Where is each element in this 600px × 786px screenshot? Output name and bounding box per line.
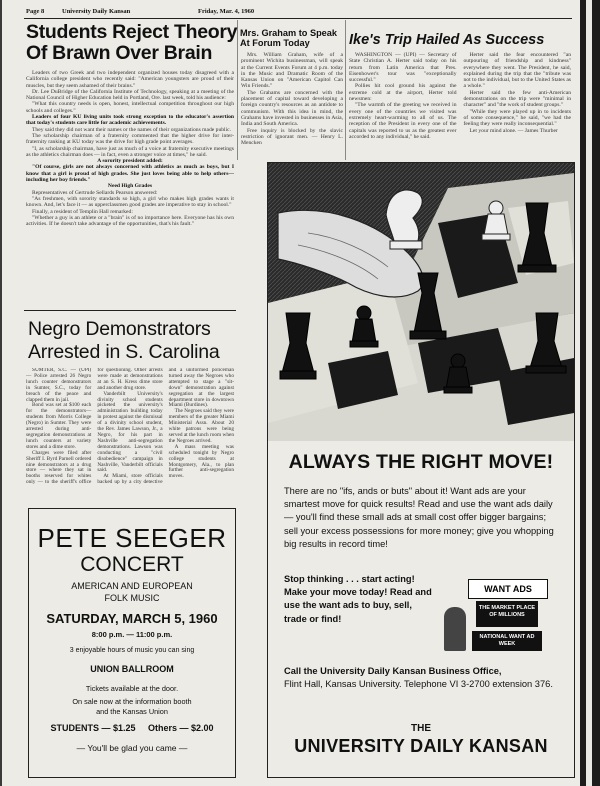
paragraph: A mass meeting was scheduled tonight by Negro college students at Montgomery, Ala., to plan further anti-segregation moves. xyxy=(168,443,234,480)
paragraph: Representatives of Gertrude Sellards Pearson answered: xyxy=(32,189,158,196)
concert-tickets: and the Kansas Union xyxy=(96,707,168,716)
headline-line: At Forum Today xyxy=(240,38,310,48)
paragraph: Herter said the few anti-American demonstrations on the trip were "minimal in character" and "the work of student groups." xyxy=(463,89,571,109)
black-rook-base xyxy=(280,371,316,379)
badge-title: WANT ADS xyxy=(468,579,548,599)
ad-callout: Stop thinking . . . start acting! Make your move today! Read and use the want ads to buy, sell, trade or find! xyxy=(284,574,432,624)
concert-date: SATURDAY, MARCH 5, 1960 xyxy=(46,611,218,626)
ad-body: There are no "ifs, ands or buts" about it! Want ads are your smartest move for quick results! Read and use the want ads daily — you'll find these small ads at small cost offer bigger bargains; sell your excess possessions for more money; give you whopping big results in record time! xyxy=(284,486,554,549)
subheading: Need High Grades xyxy=(107,183,153,190)
headline-line: Arrested in S. Carolina xyxy=(28,341,220,363)
badge-subtitle: THE MARKET PLACE OF MILLIONS xyxy=(476,601,538,627)
paragraph: Vanderbilt University's divinity school students picketed the university's administration building today in protest against the dismissal of a divinity school student, the Rev. James Lawson, Jr., a Negro, for his part in Nashville anti-segregation demonstrations. Lawson was conducting a "civil disobedience" campaign in Nashville, Vanderbilt officials said. xyxy=(97,390,163,474)
paragraph: The Negroes said they were members of the greater Miami Ministerial Assn. About 20 white patrons were being served at the lunch room when the Negroes arrived. xyxy=(168,408,234,444)
paragraph: "As freshmen, with sorority standards so high, a girl who makes high grades wants it known. And, let's face it — as upperclassmen good grades are imperative to stay in school." xyxy=(26,195,234,209)
concert-tagline: 3 enjoyable hours of music you can sing xyxy=(69,647,195,654)
ad-headline: ALWAYS THE RIGHT MOVE! xyxy=(288,451,554,473)
headline-line: Of Brawn Over Brain xyxy=(26,42,213,64)
paragraph: "The warmth of the greeting we received in every one of the countries we visited was extremely heart-warming to all of us. The reception of the President in every one of the capitals was reported to us as the greatest ever accorded to any individual," he said. xyxy=(349,102,457,140)
paragraph: WASHINGTON — (UPI) — Secretary of State Christian A. Herter said today on his return from Latin America that Pres. Eisenhower's tour was "exceptionally successful." xyxy=(349,52,457,84)
paragraph: Pollies hit cool ground his against the extreme cold at the airport, Herter told newsmen: xyxy=(349,83,457,103)
concert-title: CONCERT xyxy=(80,553,184,576)
paragraph: Leaders of two Greek and two independent organized houses today disagreed with a California college president who recently said: "American youngsters are proud of their muscles, but they seem ashamed of their brains." xyxy=(26,70,234,89)
paragraph: "What this country needs is open, honest, intellectual competition throughout our high schools and colleges." xyxy=(26,101,234,114)
paragraph: SUMTER, S.C. — (UPI) — Police arrested 26 Negro lunch counter demonstrators in Sumter, S.C., today for breach of the peace and clapped them in jail. xyxy=(26,368,92,403)
article-body xyxy=(26,368,234,502)
paragraph: At Miami, store officials backed up by a city detective and a uniformed policeman turned away the Negroes who attempted to stage a "sit-down" demonstration against segregation at the largest department store in downtown Miami (Burdines). xyxy=(97,368,234,486)
paragraph: "While they were played up in to incidents of some consequence," he said, "we had the feeling they were really inconsequential." xyxy=(463,108,571,128)
paragraph: Free inquiry is blocked by the slavic restriction of ignorant men. — Henry L. Mencken xyxy=(241,127,343,147)
paper-name: University Daily Kansan xyxy=(62,8,131,15)
paragraph: Let your mind alone. — James Thurber xyxy=(469,127,558,134)
paragraph: The scholarship chairman of a fraternity commented that the higher drive for inter-fraternity ranking at KU today was the drive for high grade point averages. xyxy=(26,132,234,146)
article-body xyxy=(26,70,234,306)
concert-ad xyxy=(28,508,236,778)
section-rule xyxy=(24,310,236,311)
paragraph: They said they did not want their names or the names of their organizations made public. xyxy=(32,126,232,133)
paragraph: Herter said the fear encountered "an outpouring of friendship and kindness" everywhere they went. The President, he said, explained during the trip that the "tribute was not to the individual, but to the United States as a whole." xyxy=(463,52,571,90)
paragraph: Leaders of four KU living units took strong exception to the educator's assertion that today's students care little for academic achievements. xyxy=(26,114,234,127)
concert-venue: UNION BALLROOM xyxy=(90,664,174,674)
black-pawn xyxy=(451,354,465,368)
paragraph: "Whether a guy is an athlete or a "brain" is of no importance here. Everyone has his own activities. If he doesn't take advantage of the opportunities, that's his fault." xyxy=(26,214,234,228)
column-rule xyxy=(345,20,346,160)
ad-signature: UNIVERSITY DAILY KANSAN xyxy=(294,736,548,756)
headline-line: Students Reject Theory xyxy=(26,21,238,43)
concert-subtitle: AMERICAN AND EUROPEAN xyxy=(71,581,193,591)
page-header xyxy=(26,8,566,18)
figure-icon xyxy=(444,607,466,651)
issue-date: Friday, Mar. 4, 1960 xyxy=(198,8,255,15)
paragraph: Mrs. William Graham, wife of a prominent Wichita businessman, will speak at the Current Events Forum at 4 p.m. today in the Music and Dramatic Room of the Kansas Union on "American Capitol Can Win Friends." xyxy=(241,52,343,90)
headline-line: Negro Demonstrators xyxy=(28,318,211,340)
ad-address: Flint Hall, Kansas University. Telephone VI 3-2700 extension 376. xyxy=(284,679,553,689)
subheading: A sorority president added: xyxy=(97,158,163,165)
concert-time: 8:00 p.m. — 11:00 p.m. xyxy=(91,630,173,639)
headline-line: Mrs. Graham to Speak xyxy=(240,28,338,38)
paragraph: Bond was set at $100 each for the demonstrators—students from Morris College (Negro) in Sumter. They were arrested during anti-segregation demonstrations at lunch counters at variety stores and a dime store. xyxy=(26,402,92,450)
page-edge-strip xyxy=(586,0,592,786)
paragraph: Dr. Lee DuBridge of the California Institute of Technology, speaking at a meeting of the National Council of Higher Education held in Portland, Ore. last week, told his audience: xyxy=(26,88,234,102)
concert-tickets: Tickets available at the door. xyxy=(85,684,179,693)
article-headline xyxy=(240,28,344,48)
header-rule xyxy=(24,18,572,19)
newspaper-page xyxy=(2,0,580,786)
chess-illustration xyxy=(268,163,574,441)
paragraph: "Of course, girls are not always concerned with athletics as much as boys, but I know that a girl is proud of high grades. She just loves being able to help others—including her boy friends." xyxy=(26,164,234,184)
paragraph: The Grahams are concerned with the placement of capital toward developing a foreign country's resources as an antidote to communism. With this idea in mind, the Grahams have invested in businesses in Asia, India and South America. xyxy=(241,89,343,128)
paragraph: "I, as scholarship chairman, have just as much of a voice at fraternity executive meetings as the athletics chairman does — in fact, even a stronger voice at times," he said. xyxy=(26,145,234,158)
article-body xyxy=(349,52,571,160)
ad-signature-the: THE xyxy=(411,723,431,734)
concert-prices: STUDENTS — $1.25 Others — $2.00 xyxy=(50,723,214,733)
article-headline xyxy=(26,22,237,64)
want-ads-badge xyxy=(440,577,558,657)
badge-week: NATIONAL WANT AD WEEK xyxy=(472,631,542,651)
article-headline xyxy=(28,318,220,364)
paragraph: Finally, a resident of Templin Hall remarked: xyxy=(32,208,133,215)
article-headline: Ike's Trip Hailed As Success xyxy=(349,32,545,48)
black-pawn xyxy=(357,306,371,320)
concert-subtitle: FOLK MUSIC xyxy=(104,593,160,603)
page-number: Page 8 xyxy=(26,8,45,15)
concert-tickets: On sale now at the information booth xyxy=(72,697,192,706)
concert-closing: — You'll be glad you came — xyxy=(76,743,188,753)
concert-artist: PETE SEEGER xyxy=(37,523,227,553)
ad-call: Call the University Daily Kansan Business Office, xyxy=(284,666,502,676)
article-body xyxy=(241,52,343,160)
want-ad xyxy=(267,162,575,778)
page-edge xyxy=(580,0,600,786)
paragraph: Charges were filed after Sheriff I. Byrd Parnell ordered nine demonstrators at a drug store — where they sat in booths reserved for whites only — to the sheriff's office for questioning. Other arrests were made at demonstrations at an S. H. Kress dime store and another drug store. xyxy=(26,368,163,486)
